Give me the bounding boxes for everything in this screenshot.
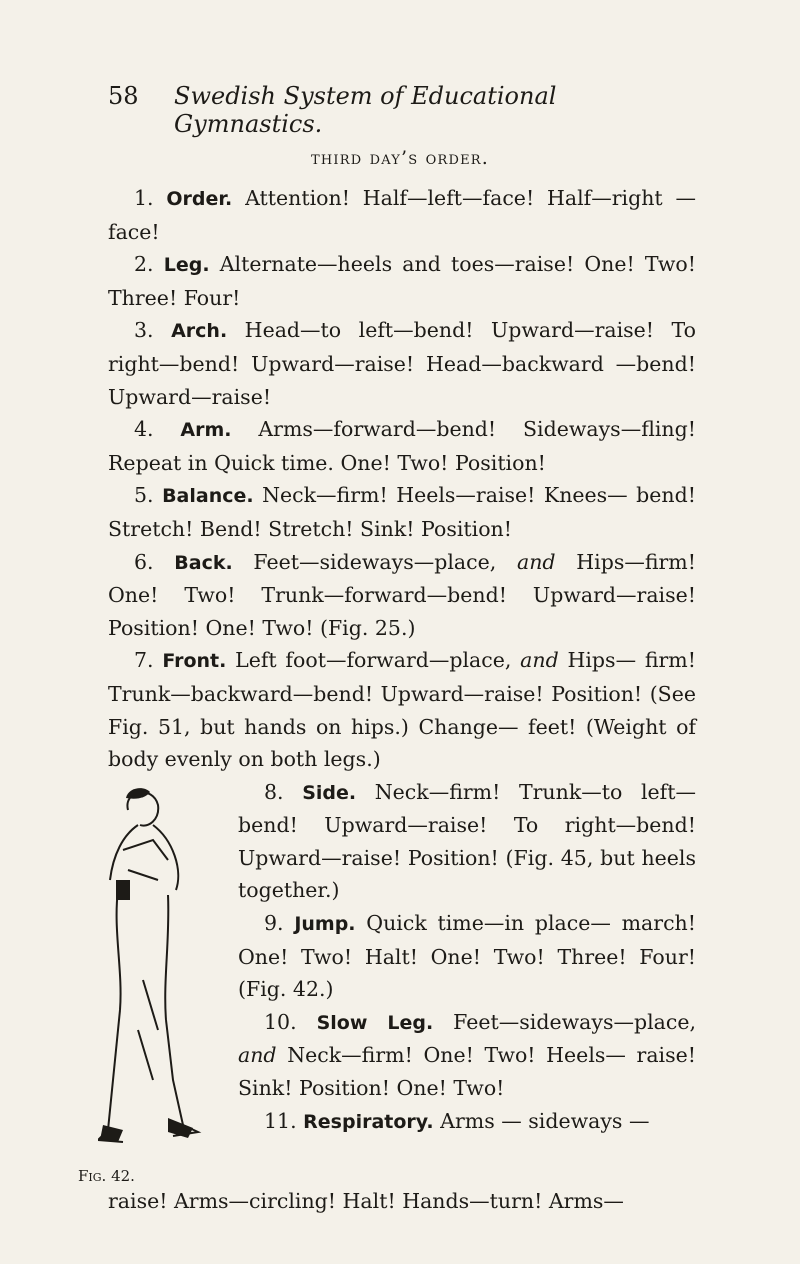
item-5: 5. Balance. Neck—firm! Heels—raise! Knees— bend! Stretch! Bend! Stretch! Sink! Position! [108,483,696,541]
item-label: Leg. [163,254,210,277]
item-label: Arm. [180,419,232,442]
item-label: Jump. [294,913,356,936]
running-header [108,82,708,138]
section-title: third day’s order. [310,147,490,169]
item-3: 3. Arch. Head—to left—bend! Upward—raise! To right—bend! Upward—raise! Head—backward —bend! Upward—raise! [108,318,696,409]
item-2: 2. Leg. Alternate—heels and toes—raise! One! Two! Three! Four! [108,252,696,310]
item-label: Respiratory. [303,1110,434,1133]
item-7: 7. Front. Left foot—forward—place, and Hips— firm! Trunk—backward—bend! Upward—raise! Position! (See Fig. 51, but hands on hips.) Change— feet! (Weight of body evenly on both legs.) [108,648,696,772]
figure-42 [78,780,228,1185]
gymnast-figure-illustration [98,780,208,1160]
item-1: 1. Order. Attention! Half—left—face! Half—right —face! [108,186,696,244]
figure-caption: Fig. 42. [78,1166,135,1185]
item-6: 6. Back. Feet—sideways—place, and Hips—firm! One! Two! Trunk—forward—bend! Upward—raise! Position! One! Two! (Fig. 25.) [108,549,696,640]
body-text [78,182,696,1217]
item-label: Back. [174,551,233,574]
item-10: 10. Slow Leg. Feet—sideways—place, and Neck—firm! One! Two! Heels— raise! Sink! Position! One! Two! [238,1009,696,1101]
item-8: 8. Side. Neck—firm! Trunk—to left— bend! Upward—raise! To right—bend! Upward—raise! Position! (Fig. 45, but heels together.) [238,779,696,903]
item-label: Order. [166,188,233,210]
item-label: Side. [302,781,357,804]
item-9: 9. Jump. Quick time—in place— march! One! Two! Halt! One! Two! Three! Four! (Fig. 42.) [238,911,696,1002]
item-label: Front. [162,650,227,673]
item-label: Balance. [162,485,254,508]
item-4: 4. Arm. Arms—forward—bend! Sideways—fling! Repeat in Quick time. One! Two! Position! [108,417,696,475]
item-label: Slow Leg. [316,1011,434,1034]
item-11-continued: raise! Arms—circling! Halt! Hands—turn! Arms— [108,1188,624,1213]
running-title: Swedish System of Educational Gymnastics. [174,82,557,138]
page-number: 58 [108,82,139,110]
item-label: Arch. [171,320,228,343]
item-11: 11. Respiratory. Arms — sideways — [264,1108,650,1133]
